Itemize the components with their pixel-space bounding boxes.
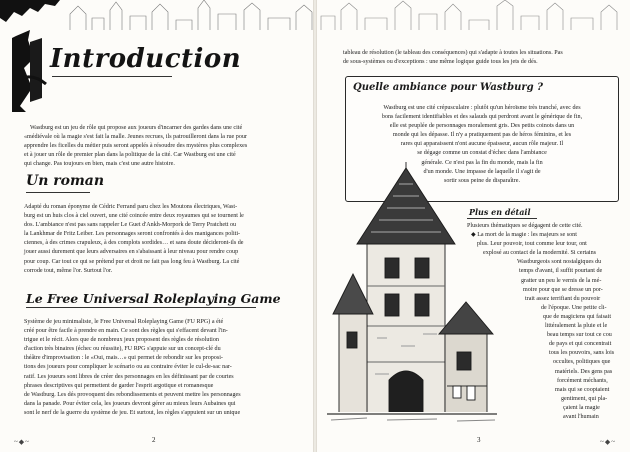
detail-line: de l'époque. Une petite cli- — [541, 304, 607, 311]
detail-line: trait assez terrifiant du pouvoir — [525, 295, 601, 302]
section1-paragraph — [24, 203, 302, 276]
subheading-rule — [467, 218, 537, 219]
sidebar-line: se dégage comme un constat d'échec dans l'ambiance — [417, 150, 547, 157]
sidebar-line: générale. Ce n'est pas la fin du monde, mais la fin — [421, 159, 543, 166]
section2-line: de Wastburg. Les dés provoquent des rebondissements et peuvent mettre les personnages — [24, 391, 241, 398]
section1-line: corrode tout, même l'or. Surtout l'or. — [24, 267, 113, 274]
detail-line: occultes, politiques que — [553, 359, 611, 366]
section2-line: trigue et le récit. Alors que de nombreux jeux proposent des règles de résolution — [24, 337, 219, 344]
intro-line: «médiévale où la magie s'est fait la malle. Jeunes recrues, ils patrouilleront dans la rue pour — [24, 134, 247, 141]
detail-line: gratter un peu le vernis de la mé- — [521, 277, 602, 284]
right-page — [317, 0, 630, 452]
intro-paragraph — [24, 124, 302, 169]
continued-line: de sous-systèmes ou d'exceptions : une même logique guide tous les jets de dés. — [343, 59, 538, 66]
detail-line: explosé au contact de la modernité. Si certains — [483, 250, 597, 257]
section-heading-un-roman — [26, 170, 104, 189]
detail-line: matériels. Des gens pas — [555, 368, 613, 375]
detail-subheading: Plus en détail — [469, 207, 531, 217]
sidebar-line: Wastburg est une cité crépusculaire : plutôt qu'un héroïsme très tranché, avec des — [383, 105, 581, 111]
section2-line: d'action très binaires (échec ou réussite), FU RPG s'appuie sur un concept-clé du — [24, 346, 221, 353]
detail-paragraph — [449, 222, 621, 422]
detail-line: littéralement la pluie et le — [545, 323, 608, 330]
section1-line: ciennes, à des crimes crapuleux, à des complots sordides… et sans doute décideront-ils de — [24, 240, 244, 247]
detail-line: moire pour que se dresse un por- — [523, 286, 603, 293]
detail-line: beau temps sur tout ce cou — [547, 332, 612, 339]
heading-text: Un roman — [26, 173, 105, 189]
section2-line: sont le nerf de la guerre du système de jeu. Et surtout, les règles s'appuient sur un unique — [24, 409, 241, 416]
section-rule — [26, 192, 90, 193]
continued-line: tableau de résolution (le tableau des conséquences) qui s'adapte à toutes les situations. Pas — [343, 50, 563, 56]
detail-line: de pays et qui concentrait — [549, 341, 612, 348]
page-title: Introduction — [50, 44, 242, 74]
sidebar-line: elle est peuplée de personnages moralement gris. Des petits coinots dans un — [389, 123, 575, 130]
sidebar-line: rares qui apparaissent n'ont aucune épaisseur, aucun rôle majeur. Il — [400, 141, 564, 148]
section2-paragraph — [24, 318, 302, 418]
intro-line: et à jouer un rôle de premier plan dans la politique de la cité. Car Wastburg est une cité — [24, 152, 236, 159]
section1-line: jouer aussi durement que leurs adversaires en s'abaissant à leur niveau pour rendre coup — [24, 249, 239, 256]
detail-line: temps d'avant, il suffit pourtant de — [519, 268, 603, 275]
intro-line: qui change. Pas toujours en bien, mais c'est une autre histoire. — [24, 161, 175, 168]
sidebar-line: sortir sous peine de disparaître. — [444, 177, 520, 184]
section2-line: phrases descriptives qui permettent de garder l'esprit argotique et romanesque — [24, 382, 214, 389]
footer-ornament-icon: ~◆~ — [600, 438, 616, 446]
section-heading-furpg — [26, 288, 281, 307]
detail-line: çaient la magie — [563, 404, 600, 411]
title-underline — [52, 76, 172, 77]
footer-ornament-icon: ~◆~ — [14, 438, 30, 446]
sidebar-line: d'un monde. Une impasse de laquelle il s'agit de — [423, 168, 541, 175]
section2-line: tions des joueurs pour compliquer le scénario ou au contraire éviter le cul-de-sac nar- — [24, 364, 232, 371]
section2-line: ratif. Les joueurs sont libres de créer des personnages en les définissant par de courtes — [24, 373, 234, 380]
detail-line: avant l'humain — [563, 413, 599, 420]
section1-line: pour coup. Car tout ce qui se prétend pur et droit ne fait pas long feu à Wastburg. La cité — [24, 258, 240, 265]
detail-line: que de magiciens qui faisait — [543, 313, 612, 320]
section1-line: burg est un huis clos à ciel ouvert, une cité coincée entre deux royaumes qui se tournent le — [24, 213, 244, 220]
detail-line: Plusieurs thématiques se dégagent de cette cité. — [467, 223, 583, 229]
detail-line: plus. Leur pouvoir, tout comme leur tour, ont — [477, 241, 587, 248]
left-page — [0, 0, 313, 452]
sidebar-line: monde qui les dépasse. Il n'y a pratiquement pas de héros féminins, et les — [392, 132, 572, 139]
sidebar-line: bons facilement identifiables et des salauds qui perdront avant le générique de fin, — [381, 114, 583, 121]
page-number: 3 — [477, 436, 481, 444]
intro-line: apprendre les ficelles du métier puis seront appelés à résoudre des mystères plus complexes — [24, 143, 248, 150]
city-skyline-illustration — [0, 0, 313, 30]
section2-line: théâtre d'improvisation : le «Oui, mais…» qui permet de rebondir sur les proposi- — [24, 355, 223, 362]
heading-text: Le Free Universal Roleplaying Game — [26, 291, 281, 306]
detail-line: gentiment, qui pla- — [561, 395, 608, 402]
section2-line: dans la panade. Pour éviter cela, les joueurs devront gérer au mieux leurs Aubaines qui — [24, 400, 236, 407]
detail-line: forcément méchants, — [557, 377, 608, 384]
detail-line: Wastburgeois sont nostalgiques du — [517, 259, 602, 266]
detail-line: ◆ La mort de la magie : les majeurs se sont — [471, 232, 577, 239]
detail-line: tous les pouvoirs, sans lois — [549, 350, 615, 357]
continued-paragraph — [343, 49, 615, 67]
sidebar-title: Quelle ambiance pour Wastburg ? — [353, 82, 543, 93]
section2-line: créé pour être facile à prendre en main. Ce sont des règles qui s'effacent devant l'in- — [24, 328, 228, 335]
page-number: 2 — [152, 436, 156, 444]
section-rule — [26, 307, 256, 308]
intro-line: Wastburg est un jeu de rôle qui propose aux joueurs d'incarner des gardes dans une cité — [30, 125, 243, 131]
section1-line: Adapté du roman éponyme de Cédric Ferrand paru chez les Moutons électriques, Wast- — [24, 204, 238, 210]
city-skyline-illustration — [317, 0, 630, 30]
section2-line: Système de jeu minimaliste, le Free Universal Roleplaying Game (FU RPG) a été — [24, 319, 224, 325]
section1-line: dos. L'ambiance n'est pas sans rappeler Le Guet d'Ankh-Morpork de Terry Pratchett ou — [24, 222, 237, 229]
section1-line: la Lankhmar de Fritz Leiber. Les personnages seront confrontés à des manigances politi- — [24, 231, 241, 238]
detail-line: mais qui se cooptaient — [555, 386, 610, 393]
